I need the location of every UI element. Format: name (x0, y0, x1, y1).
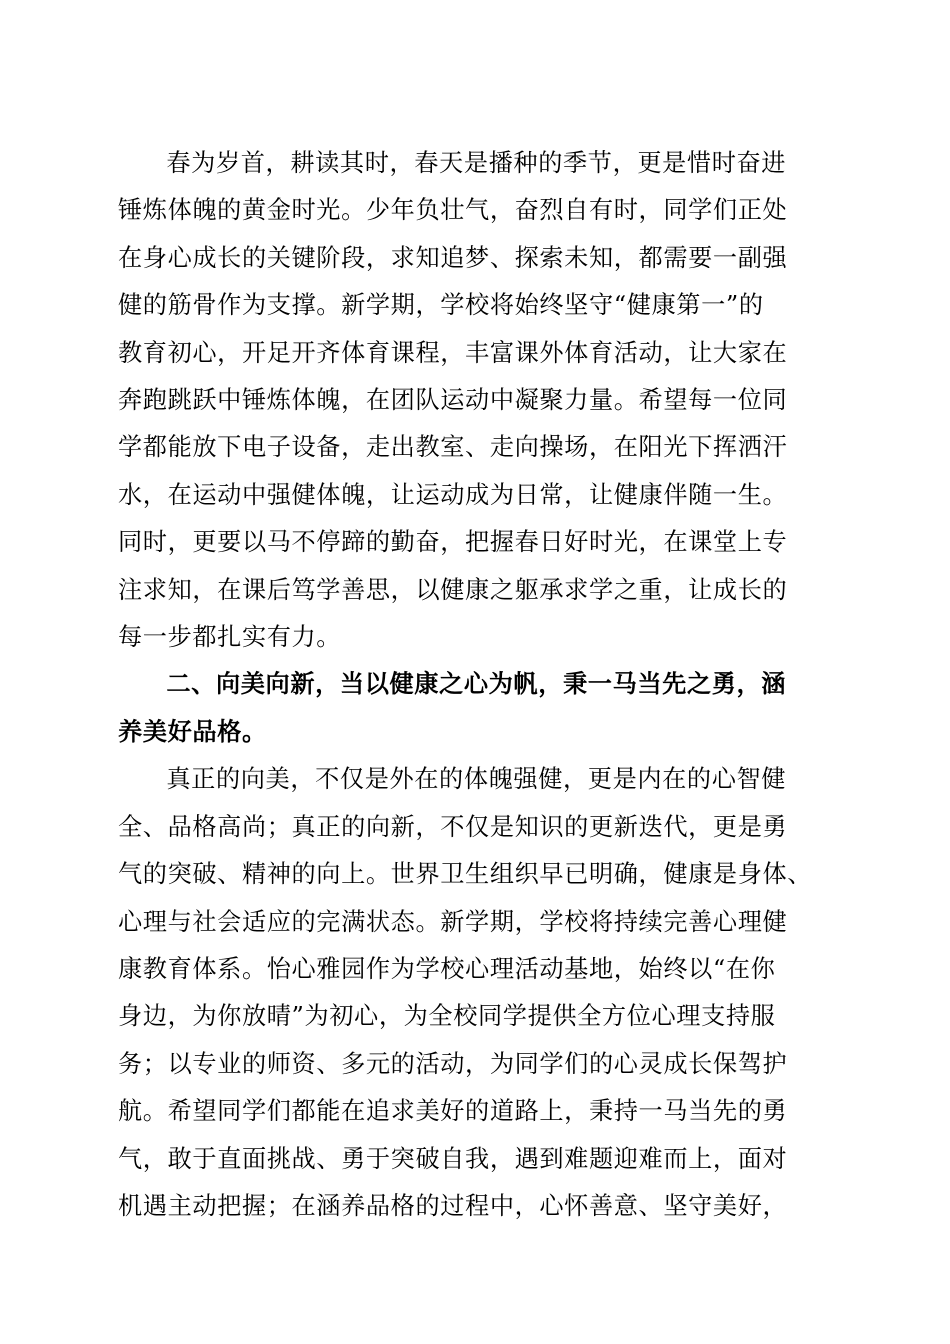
heading-line: 养美好品格。 (118, 717, 267, 746)
text-line: 学都能放下电子设备，走出教室、走向操场，在阳光下挥洒汗 (118, 433, 788, 462)
text-line: 注求知，在课后笃学善思，以健康之躯承求学之重，让成长的 (118, 575, 788, 604)
text-line: 机遇主动把握；在涵养品格的过程中，心怀善意、坚守美好， (118, 1191, 788, 1220)
text-line: 全、品格高尚；真正的向新，不仅是知识的更新迭代，更是勇 (118, 812, 788, 841)
paragraph-mental-health (118, 756, 838, 1230)
text-line: 身边，为你放晴”为初心，为全校同学提供全方位心理支持服 (118, 1002, 776, 1031)
text-line: 务；以专业的师资、多元的活动，为同学们的心灵成长保驾护 (118, 1049, 788, 1078)
text-line: 锤炼体魄的黄金时光。少年负壮气，奋烈自有时，同学们正处 (118, 196, 788, 225)
text-line: 气，敢于直面挑战、勇于突破自我，遇到难题迎难而上，面对 (118, 1144, 788, 1173)
text-line: 心理与社会适应的完满状态。新学期，学校将持续完善心理健 (118, 907, 788, 936)
section-heading-2 (118, 661, 838, 756)
text-line: 教育初心，开足开齐体育课程，丰富课外体育活动，让大家在 (118, 338, 788, 367)
text-line: 春为岁首，耕读其时，春天是播种的季节，更是惜时奋进 (166, 149, 787, 177)
document-body (118, 140, 838, 1230)
text-line: 真正的向美，不仅是外在的体魄强健，更是内在的心智健 (166, 765, 787, 794)
text-line: 奔跑跳跃中锤炼体魄，在团队运动中凝聚力量。希望每一位同 (118, 386, 788, 415)
paragraph-spring-exercise (118, 140, 838, 661)
text-line: 水，在运动中强健体魄，让运动成为日常，让健康伴随一生。 (118, 480, 788, 509)
text-line: 在身心成长的关键阶段，求知追梦、探索未知，都需要一副强 (118, 243, 788, 272)
text-line: 健的筋骨作为支撑。新学期，学校将始终坚守“健康第一”的 (118, 291, 764, 320)
text-line: 每一步都扎实有力。 (118, 623, 342, 652)
text-line: 航。希望同学们都能在追求美好的道路上，秉持一马当先的勇 (118, 1097, 788, 1126)
heading-line: 二、向美向新，当以健康之心为帆，秉一马当先之勇，涵 (166, 670, 787, 699)
text-line: 气的突破、精神的向上。世界卫生组织早已明确，健康是身体、 (118, 860, 813, 889)
text-line: 康教育体系。怡心雅园作为学校心理活动基地，始终以“在你 (118, 954, 776, 983)
text-line: 同时，更要以马不停蹄的勤奋，把握春日好时光，在课堂上专 (118, 528, 788, 557)
